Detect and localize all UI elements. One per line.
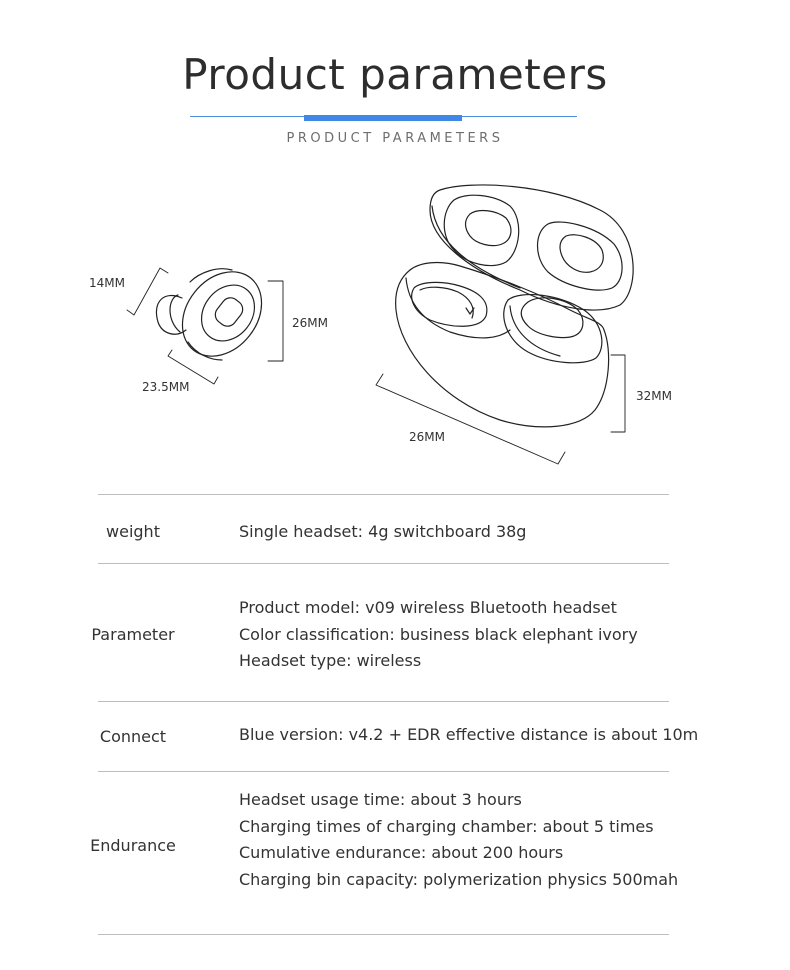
spec-values xyxy=(239,722,699,749)
earbud-drawing xyxy=(156,256,277,372)
spec-values xyxy=(239,595,699,675)
title-accent-bar xyxy=(304,115,462,121)
table-divider xyxy=(98,771,669,772)
spec-value: Charging bin capacity: polymerization physics 500mah xyxy=(239,870,679,890)
earbud-width-label: 23.5MM xyxy=(142,380,190,394)
table-divider xyxy=(98,494,669,495)
table-divider xyxy=(98,934,669,935)
case-width-label: 26MM xyxy=(409,430,445,444)
spec-value: Headset usage time: about 3 hours xyxy=(239,790,522,809)
spec-values xyxy=(239,519,699,546)
spec-values xyxy=(239,787,699,894)
spec-value: Headset type: wireless xyxy=(239,651,422,671)
earbud-depth-label: 14MM xyxy=(89,276,125,290)
spec-value: Charging times of charging chamber: about 5 times xyxy=(239,816,654,836)
page-title: Product parameters xyxy=(182,50,608,99)
spec-value: Cumulative endurance: about 200 hours xyxy=(239,843,564,863)
table-divider xyxy=(98,563,669,564)
spec-value: Product model: v09 wireless Bluetooth headset xyxy=(239,598,617,617)
spec-label: Connect xyxy=(99,727,167,746)
spec-label: Endurance xyxy=(90,836,176,855)
page-subtitle: PRODUCT PARAMETERS xyxy=(286,131,504,146)
spec-label: weight xyxy=(106,522,160,541)
spec-value: Color classification: business black elephant ivory xyxy=(239,624,638,644)
earbud-height-label: 26MM xyxy=(292,316,328,330)
case-height-label: 32MM xyxy=(636,389,672,403)
product-illustration xyxy=(0,170,790,480)
spec-value: Blue version: v4.2 + EDR effective distance is about 10m xyxy=(239,725,699,744)
spec-label: Parameter xyxy=(91,625,175,644)
case-drawing xyxy=(396,185,634,427)
spec-value: Single headset: 4g switchboard 38g xyxy=(239,522,527,541)
table-divider xyxy=(98,701,669,702)
